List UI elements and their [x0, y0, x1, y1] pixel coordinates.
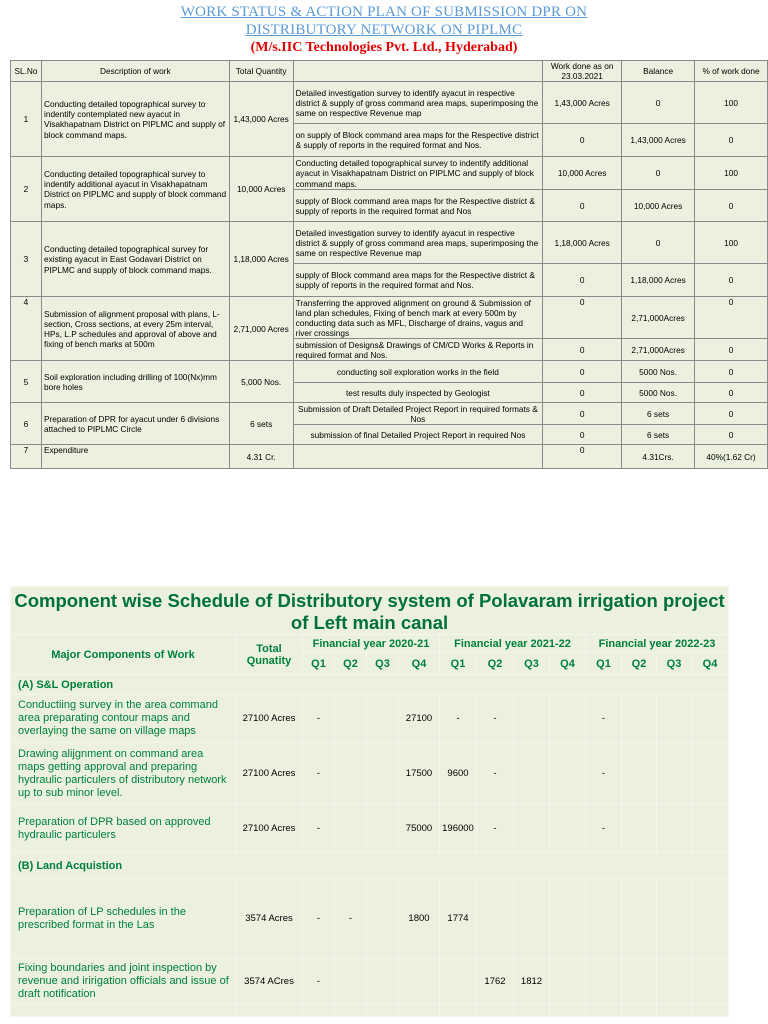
percent-done-cell: 40%(1.62 Cr): [695, 445, 768, 469]
schedule-row: [11, 695, 729, 743]
quarter-header: Q2: [477, 653, 514, 675]
activity-cell: Transferring the approved alignment on ground & Submission of land plan schedules, Fixing of bench mark at every 500m by conducting data such as MFL, Discharge of drains, vagus and river crossings: [293, 297, 543, 339]
schedule-row: [11, 1005, 729, 1017]
percent-done-cell: 100: [695, 82, 768, 124]
work-done-cell: 10,000 Acres: [543, 157, 622, 190]
percent-done-cell: 100: [695, 157, 768, 190]
percent-done-cell: 0: [695, 361, 768, 383]
work-done-cell: 0: [543, 264, 622, 297]
quarter-cell: [550, 879, 586, 959]
description-cell: Preparation of DPR for ayacut under 6 divisions attached to PIPLMC Circle: [41, 403, 229, 445]
schedule-row: [11, 805, 729, 853]
quarter-cell: [692, 743, 729, 805]
quarter-header: Q4: [399, 653, 440, 675]
schedule-title-row: [11, 587, 729, 635]
quarter-cell: -: [303, 695, 335, 743]
work-done-cell: 0: [543, 445, 622, 469]
activity-cell: conducting soil exploration works in the field: [293, 361, 543, 383]
balance-cell: 10,000 Acres: [622, 190, 695, 222]
quarter-cell: [514, 879, 550, 959]
balance-cell: 5000 Nos.: [622, 383, 695, 403]
quarter-cell: [335, 695, 367, 743]
company-name: (M/s.IIC Technologies Pvt. Ltd., Hyderabad): [250, 40, 518, 55]
activity-cell: [293, 445, 543, 469]
table-row: [11, 445, 768, 469]
sl-no-cell: 3: [11, 222, 42, 297]
description-cell: Conducting detailed topographical survey for existing ayacut in East Godavari District on PIPLMC and supply of block command maps.: [41, 222, 229, 297]
table-row: [11, 361, 768, 383]
quarter-header: Q4: [550, 653, 586, 675]
component-schedule-table: [10, 586, 729, 1017]
percent-done-cell: 0: [695, 339, 768, 361]
quarter-cell: -: [335, 879, 367, 959]
description-cell: Expenditure: [41, 445, 229, 469]
balance-cell: 0: [622, 82, 695, 124]
activity-cell: Detailed investigation survey to identify ayacut in respective district & supply of gross command area maps, superimposing the same on respective Revenue map: [293, 222, 543, 264]
quarter-cell: [550, 695, 586, 743]
sl-no-cell: 7: [11, 445, 42, 469]
component-cell: Preparation of DPR based on approved hydraulic particulers: [11, 805, 236, 853]
table-row: [11, 82, 768, 124]
total-quantity-cell: 3574 Acres: [236, 879, 303, 959]
balance-cell: 5000 Nos.: [622, 361, 695, 383]
total-quantity-cell: 6 sets: [229, 403, 293, 445]
quarter-cell: 9600: [440, 743, 477, 805]
quarter-header: Q1: [586, 653, 622, 675]
quarter-cell: 196000: [440, 805, 477, 853]
section-title: (A) S&L Operation: [11, 675, 729, 695]
quarter-cell: [586, 959, 622, 1005]
section-title: (B) Land Acquistion: [11, 853, 729, 879]
quarter-cell: -: [477, 805, 514, 853]
quarter-header: Q1: [440, 653, 477, 675]
column-header-total-quantity: Total Qunatity: [236, 635, 303, 675]
quarter-cell: [335, 743, 367, 805]
activity-cell: submission of Designs& Drawings of CM/CD Works & Reports in required format and Nos.: [293, 339, 543, 361]
quarter-header: Q2: [622, 653, 657, 675]
total-quantity-cell: 27100 Acres: [236, 805, 303, 853]
quarter-cell: [622, 959, 657, 1005]
financial-year-header: Financial year 2020-21: [303, 635, 440, 653]
quarter-cell: [692, 879, 729, 959]
balance-cell: 4.31Crs.: [622, 445, 695, 469]
balance-cell: 1,43,000 Acres: [622, 124, 695, 157]
column-header-percent-done: % of work done: [695, 61, 768, 82]
schedule-row: [11, 743, 729, 805]
description-cell: Conducting detailed topographical survey to indentify additional ayacut in Visakhapatnam District on PIPLMC and supply of block command maps.: [41, 157, 229, 222]
quarter-cell: [367, 695, 399, 743]
percent-done-cell: 0: [695, 383, 768, 403]
document-title-line-2: DISTRIBUTORY NETWORK ON PIPLMC: [245, 22, 523, 38]
quarter-cell: 1812: [514, 959, 550, 1005]
section-header-row: [11, 853, 729, 879]
description-cell: Submission of alignment proposal with plans, L-section, Cross sections, at every 25m interval, HPs, L.P schedules and approval of above and fixing of bench marks at 500m: [41, 297, 229, 361]
quarter-cell: 27100: [399, 695, 440, 743]
section-header-row: [11, 675, 729, 695]
column-header-total-quantity: Total Quantity: [229, 61, 293, 82]
quarter-header: Q3: [657, 653, 692, 675]
total-quantity-cell: 1,43,000 Acres: [229, 82, 293, 157]
work-done-cell: 0: [543, 190, 622, 222]
quarter-cell: -: [440, 695, 477, 743]
schedule-row: [11, 879, 729, 959]
total-quantity-cell: 2,71,000 Acres: [229, 297, 293, 361]
schedule-year-header-row: [11, 635, 729, 653]
work-done-cell: 0: [543, 297, 622, 339]
quarter-cell: 1774: [440, 879, 477, 959]
percent-done-cell: 0: [695, 425, 768, 445]
activity-cell: supply of Block command area maps for the Respective district & supply of reports in the required format and Nos: [293, 190, 543, 222]
balance-cell: 6 sets: [622, 425, 695, 445]
quarter-cell: -: [303, 805, 335, 853]
work-done-cell: 1,18,000 Acres: [543, 222, 622, 264]
quarter-cell: [514, 695, 550, 743]
quarter-cell: [657, 743, 692, 805]
quarter-cell: -: [303, 879, 335, 959]
quarter-cell: [657, 695, 692, 743]
quarter-header: Q3: [514, 653, 550, 675]
component-cell: Drawing alijgnment on command area maps getting approval and preparing hydraulic particulers of distributory network up to sub minor level.: [11, 743, 236, 805]
total-quantity-cell: 5,000 Nos.: [229, 361, 293, 403]
quarter-cell: [657, 959, 692, 1005]
quarter-cell: -: [477, 695, 514, 743]
quarter-cell: [550, 743, 586, 805]
financial-year-header: Financial year 2022-23: [586, 635, 729, 653]
component-cell: Preparation of LP schedules in the prescribed format in the Las: [11, 879, 236, 959]
activity-cell: submission of final Detailed Project Report in required Nos: [293, 425, 543, 445]
quarter-header: Q4: [692, 653, 729, 675]
total-quantity-cell: 27100 Acres: [236, 743, 303, 805]
quarter-cell: [622, 743, 657, 805]
quarter-cell: [399, 959, 440, 1005]
work-done-cell: 0: [543, 425, 622, 445]
activity-cell: Submission of Draft Detailed Project Report in required formats & Nos: [293, 403, 543, 425]
percent-done-cell: 0: [695, 190, 768, 222]
table-row: [11, 157, 768, 190]
quarter-cell: [335, 805, 367, 853]
activity-cell: Conducting detailed topographical survey to indentify additional ayacut in Visakhapatnam District on PIPLMC and supply of block command maps.: [293, 157, 543, 190]
balance-cell: 1,18,000 Acres: [622, 264, 695, 297]
quarter-cell: -: [303, 959, 335, 1005]
quarter-cell: -: [477, 743, 514, 805]
quarter-cell: [367, 959, 399, 1005]
quarter-cell: -: [586, 805, 622, 853]
column-header-work-done: Work done as on 23.03.2021: [543, 61, 622, 82]
quarter-cell: -: [303, 743, 335, 805]
quarter-cell: -: [586, 743, 622, 805]
quarter-cell: -: [586, 695, 622, 743]
column-header-sl-no: SL.No: [11, 61, 42, 82]
work-done-cell: 0: [543, 124, 622, 157]
balance-cell: 6 sets: [622, 403, 695, 425]
quarter-cell: [692, 959, 729, 1005]
schedule-row: [11, 959, 729, 1005]
sl-no-cell: 5: [11, 361, 42, 403]
quarter-cell: [657, 805, 692, 853]
percent-done-cell: 0: [695, 403, 768, 425]
quarter-cell: [657, 879, 692, 959]
total-quantity-cell: 3574 ACres: [236, 959, 303, 1005]
component-cell: Conductiing survey in the area command area preparating contour maps and overlaying the same on village maps: [11, 695, 236, 743]
quarter-cell: [622, 879, 657, 959]
quarter-cell: [550, 959, 586, 1005]
column-header-balance: Balance: [622, 61, 695, 82]
sl-no-cell: 1: [11, 82, 42, 157]
sl-no-cell: 6: [11, 403, 42, 445]
total-quantity-cell: 10,000 Acres: [229, 157, 293, 222]
work-status-table: [10, 60, 768, 469]
quarter-cell: [335, 959, 367, 1005]
table-row: [11, 297, 768, 339]
component-cell: Fixing boundaries and joint inspection by revenue and iririgation officials and issue of draft notification: [11, 959, 236, 1005]
activity-cell: Detailed investigation survey to identify ayacut in respective district & supply of gross command area maps, superimposing the same on respective Revenue map: [293, 82, 543, 124]
quarter-cell: [477, 879, 514, 959]
column-header-description: Description of work: [41, 61, 229, 82]
quarter-cell: 17500: [399, 743, 440, 805]
table-row: [11, 222, 768, 264]
quarter-header: Q3: [367, 653, 399, 675]
percent-done-cell: 0: [695, 297, 768, 339]
percent-done-cell: 100: [695, 222, 768, 264]
quarter-cell: 75000: [399, 805, 440, 853]
quarter-cell: [440, 959, 477, 1005]
percent-done-cell: 0: [695, 264, 768, 297]
quarter-cell: [367, 743, 399, 805]
activity-cell: on supply of Block command area maps for the Respective district & supply of reports in the required format and Nos.: [293, 124, 543, 157]
activity-cell: test results duly inspected by Geologist: [293, 383, 543, 403]
work-done-cell: 1,43,000 Acres: [543, 82, 622, 124]
balance-cell: 2,71,000Acres: [622, 339, 695, 361]
sl-no-cell: 4: [11, 297, 42, 361]
quarter-cell: [692, 805, 729, 853]
quarter-cell: [367, 805, 399, 853]
quarter-cell: [622, 695, 657, 743]
financial-year-header: Financial year 2021-22: [440, 635, 586, 653]
description-cell: Soil exploration including drilling of 100(Nx)mm bore holes: [41, 361, 229, 403]
balance-cell: 0: [622, 222, 695, 264]
quarter-cell: [514, 805, 550, 853]
balance-cell: 2,71,000Acres: [622, 297, 695, 339]
quarter-cell: [514, 743, 550, 805]
work-done-cell: 0: [543, 339, 622, 361]
quarter-cell: [367, 879, 399, 959]
quarter-header: Q1: [303, 653, 335, 675]
sl-no-cell: 2: [11, 157, 42, 222]
quarter-cell: 1762: [477, 959, 514, 1005]
total-quantity-cell: 1,18,000 Acres: [229, 222, 293, 297]
quarter-cell: [692, 695, 729, 743]
quarter-cell: 1800: [399, 879, 440, 959]
activity-cell: supply of Block command area maps for the Respective district & supply of reports in the required format and Nos.: [293, 264, 543, 297]
quarter-cell: [550, 805, 586, 853]
column-header-activity: [293, 61, 543, 82]
percent-done-cell: 0: [695, 124, 768, 157]
document-title-line-1: WORK STATUS & ACTION PLAN OF SUBMISSION DPR ON: [180, 4, 588, 20]
work-done-cell: 0: [543, 403, 622, 425]
work-done-cell: 0: [543, 361, 622, 383]
quarter-header: Q2: [335, 653, 367, 675]
total-quantity-cell: 4.31 Cr.: [229, 445, 293, 469]
total-quantity-cell: 27100 Acres: [236, 695, 303, 743]
balance-cell: 0: [622, 157, 695, 190]
column-header-component: Major Components of Work: [11, 635, 236, 675]
table-header-row: [11, 61, 768, 82]
schedule-title: Component wise Schedule of Distributory system of Polavaram irrigation project of Left main canal: [11, 587, 729, 635]
quarter-cell: [586, 879, 622, 959]
quarter-cell: [622, 805, 657, 853]
table-row: [11, 403, 768, 425]
work-done-cell: 0: [543, 383, 622, 403]
description-cell: Conducting detailed topographical survey to indentify contemplated new ayacut in Visakhapatnam District on PIPLMC and supply of block command maps.: [41, 82, 229, 157]
